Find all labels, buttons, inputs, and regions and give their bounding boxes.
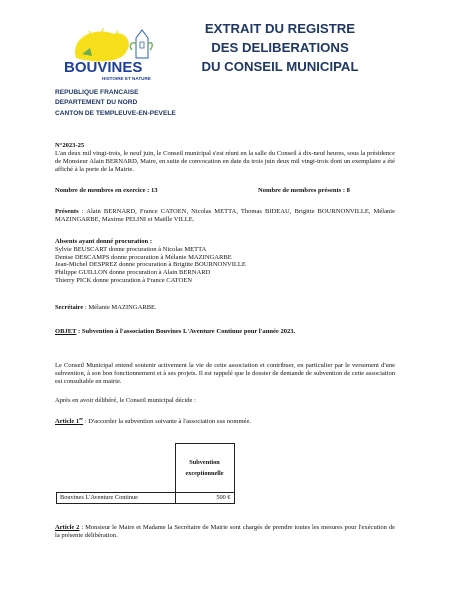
secretary-line	[55, 304, 157, 312]
table-header-cell	[175, 444, 234, 493]
absent-line: Sylvie BEUSCART donne procuration à Nicolas METTA	[55, 245, 207, 253]
members-in-office: Nombre de membres en exercice : 13	[55, 187, 158, 194]
absent-line: Thierry PICK donne procuration à France CATOEN	[55, 276, 192, 284]
article-1-label-text: Article 1	[55, 418, 80, 426]
members-present: Nombre de membres présents : 8	[258, 187, 350, 194]
object-label: OBJET	[55, 328, 77, 335]
table-row-amount: 500 €	[175, 492, 234, 503]
decision-paragraph: Après en avoir délibéré, le Conseil municipal décide :	[55, 397, 196, 404]
absent-line: Jean-Michel DESPREZ donne procuration à Brigitte BOURNONVILLE	[55, 261, 246, 269]
absent-line: Denise DESCAMPS donne procuration à Mélanie MAZINGARBE	[55, 253, 232, 261]
absent-block	[55, 238, 395, 285]
secretary-label: Secrétaire	[55, 304, 84, 311]
present-label: Présents	[55, 208, 79, 215]
object-text: : Subvention à l'association Bouvines L'Aventure Continue pour l'année 2023.	[76, 328, 296, 335]
article-1-text: : D'accorder la subvention suivante à l'association sus nommée.	[83, 418, 251, 426]
present-text: : Alain BERNARD, France CATOEN, Nicolas METTA, Thomas BIDEAU, Brigitte BOURNONVILLE, Mélanie MAZINGARBE, Maxime PELINI et Maëlle VILLE.	[55, 208, 395, 223]
dept-line-1: REPUBLIQUE FRANCAISE	[55, 89, 139, 96]
absent-line: Philippe GUILLON donne procuration à Alain BERNARD	[55, 269, 211, 277]
table-header-row	[57, 444, 235, 493]
logo-name: BOUVINES	[64, 59, 143, 76]
logo-sun-shape	[75, 31, 129, 61]
title-line-3: DU CONSEIL MUNICIPAL	[201, 59, 359, 74]
article-1	[55, 415, 251, 426]
table-header-line-2: exceptionnelle	[185, 469, 224, 477]
article-1-label	[55, 418, 83, 425]
object-line	[55, 328, 295, 336]
dept-line-2: DEPARTEMENT DU NORD	[55, 99, 138, 107]
absent-label: Absents ayant donné procuration :	[55, 238, 153, 245]
dept-line-3: CANTON DE TEMPLEUVE-EN-PEVELE	[55, 109, 176, 117]
article-1-sup: er	[79, 416, 84, 421]
bouvines-logo	[62, 28, 162, 84]
article-2-text: : Monsieur le Maire et Madame la Secrétaire de Mairie sont chargés de prendre toutes les mesures pour l'exécution de la présente délibération.	[55, 524, 395, 539]
intro-paragraph: L'an deux mil vingt-trois, le neuf juin, le Conseil municipal s'est réuni en la salle du Conseil à dix-neuf heures, sous la présidence de Monsieur Alain BERNARD, Maire, en suite de convocation en date du trois juin deux mil vingt-trois dont un exemplaire a été affiché à la porte de la Mairie.	[55, 150, 395, 173]
logo-graphic	[62, 28, 162, 84]
article-2-label: Article 2	[55, 524, 80, 531]
document-title	[180, 19, 380, 76]
table-row	[57, 492, 235, 503]
article-2	[55, 524, 395, 540]
title-line-1: EXTRAIT DU REGISTRE	[204, 21, 356, 36]
present-paragraph	[55, 208, 395, 224]
title-line-2: DES DELIBERATIONS	[211, 40, 349, 55]
department-block	[55, 88, 176, 119]
logo-tagline: HISTOIRE ET NATURE	[102, 76, 151, 81]
support-paragraph: Le Conseil Municipal entend soutenir activement la vie de cette association et contribuer, en particulier par le versement d'une subvention, à son bon fonctionnement et à ses projets. Il est rappelé que le dossier de demande de subvention de cette association est consultable en mairie.	[55, 362, 395, 385]
table-header-line-1: Subvention	[189, 458, 220, 466]
deliberation-number: N°2023-25	[55, 142, 85, 149]
secretary-text: : Mélanie MAZINGARBE.	[83, 304, 157, 311]
subsidy-table	[56, 443, 235, 504]
table-empty-cell	[57, 444, 176, 493]
table-row-name: Bouvines L'Aventure Continue	[57, 492, 176, 503]
